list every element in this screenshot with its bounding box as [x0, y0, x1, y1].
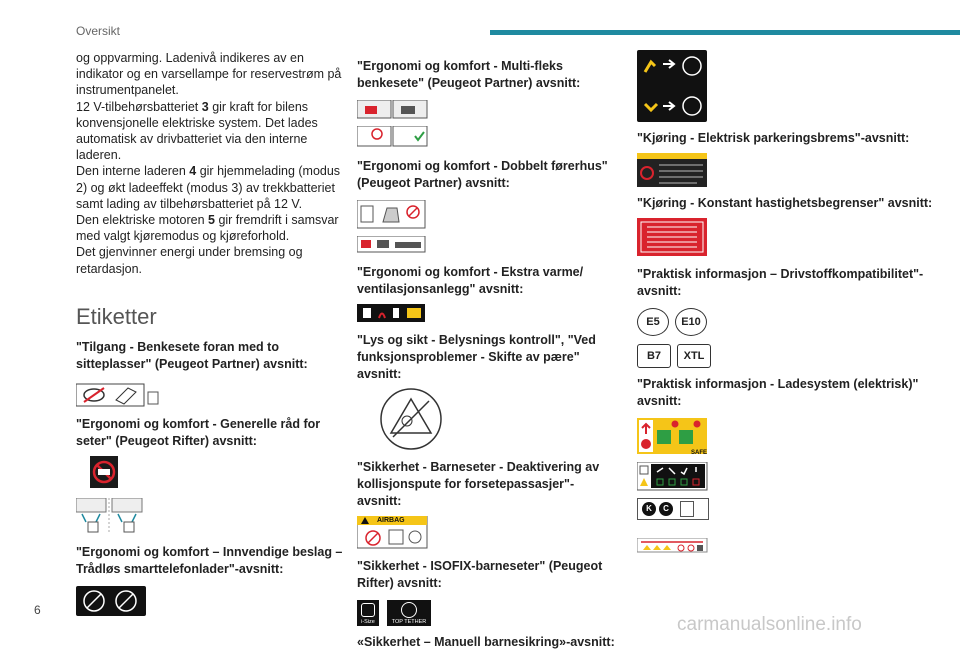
label-heading-hastighetsbegrenser: "Kjøring - Konstant hastighetsbegrenser" avsnitt:: [637, 196, 933, 210]
fuel-badges-row-2: [637, 344, 937, 368]
isize-text: i-Size: [361, 619, 375, 625]
isize-label-icon: [357, 600, 379, 626]
label-heading-ladesystem: "Praktisk informasjon - Ladesystem (elektrisk)" avsnitt:: [637, 377, 919, 408]
key-c-icon: C: [659, 502, 673, 516]
speed-limiter-warning-label-icon: [637, 218, 709, 258]
paragraph-4: Den elektriske motoren 5 gir fremdrift i samsvar med valgt kjøremodus og kjøreforhold.: [76, 213, 339, 244]
label-heading-manuell-barnesikring: «Sikkerhet – Manuell barnesikring»-avsnitt:: [357, 635, 615, 649]
airbag-warning-label: [357, 516, 429, 550]
label-heading-barneseter-kollisjonspute: "Sikkerhet - Barneseter - Deaktivering av kollisjonspute for forsetepassasjer"-avsnitt:: [357, 460, 600, 508]
fuel-b7-badge: B7: [637, 344, 671, 368]
top-tether-text: TOP TETHER: [391, 619, 427, 625]
wireless-charger-label-icon: [76, 586, 156, 618]
multi-flex-bench-label-icon: [357, 100, 429, 120]
top-tether-label-icon: [387, 600, 431, 626]
ref-number-4: 4: [189, 164, 197, 179]
bulb-hot-warning-icon: [379, 387, 445, 453]
seat-folding-label-icon: [76, 498, 156, 534]
label-heading-generelle-rad: "Ergonomi og komfort - Generelle råd for seter" (Peugeot Rifter) avsnitt:: [76, 416, 321, 448]
paragraph-1: og oppvarming. Ladenivå indikeres av en indikator og en varsellampe for reservestrøm på instrumentpanelet.: [76, 51, 342, 98]
paragraph-2: 12 V-tilbehørsbatteriet 3 gir kraft for bilens konvensjonelle elektriske system. Det lades automatisk av drivbatteriet via den interne laderen.: [76, 99, 318, 163]
label-heading-belysning: "Lys og sikt - Belysnings kontroll", "Ved funksjonsproblemer - Skifte av pære" avsnitt:: [357, 333, 596, 381]
label-heading-multi-fleks: "Ergonomi og komfort - Multi-fleks benkesete" (Peugeot Partner) avsnitt:: [357, 59, 581, 90]
label-heading-tradlos-lader: "Ergonomi og komfort – Innvendige beslag – Trådløs smarttelefonlader"-avsnitt:: [76, 544, 343, 576]
column-1: [76, 50, 346, 618]
ref-number-5: 5: [208, 213, 215, 228]
ref-number-3: 3: [201, 99, 209, 114]
fuel-xtl-badge: XTL: [677, 344, 711, 368]
header-title: Oversikt: [76, 24, 121, 38]
watermark: carmanualsonline.info: [677, 614, 862, 635]
header-bar: [490, 30, 960, 35]
auxiliary-heater-label-icon: [357, 304, 429, 324]
info-card-icon: [680, 501, 694, 517]
column-2: [357, 58, 617, 651]
isofix-labels: [357, 600, 617, 626]
fuel-badges-row-1: [637, 308, 937, 336]
paragraph-5: Det gjenvinner energi under bremsing og retardasjon.: [76, 245, 303, 276]
fuel-e5-badge: E5: [637, 308, 669, 336]
label-heading-drivstoffkompatibilitet: "Praktisk informasjon – Drivstoffkompatibilitet"-avsnitt:: [637, 267, 924, 298]
charging-pictogram-strip-icon: [637, 538, 709, 554]
column-3: [637, 50, 937, 554]
label-heading-benkesete-foran: "Tilgang - Benkesete foran med to sitteplasser" (Peugeot Partner) avsnitt:: [76, 339, 308, 371]
seat-warning-label-icon: [90, 456, 180, 490]
charging-safe-label: [637, 418, 709, 456]
multi-flex-seat-check-icon: [357, 126, 429, 148]
charging-status-label-icon: [637, 462, 709, 492]
airbag-text: AIRBAG: [377, 517, 405, 524]
label-heading-isofix: "Sikkerhet - ISOFIX-barneseter" (Peugeot Rifter) avsnitt:: [357, 559, 603, 590]
paragraph-3: Den interne laderen 4 gir hjemmelading (modus 2) og økt ladeeffekt (modus 3) av trekkbatteriet samt lading av tilbehørsbatteriet på 12 V.: [76, 164, 341, 211]
double-cab-loading-label-icon: [357, 236, 429, 254]
parking-brake-label-icon: [637, 50, 709, 124]
safe-text: SAFE: [691, 450, 708, 456]
label-heading-ekstra-varme: "Ergonomi og komfort - Ekstra varme/ ventilasjonsanlegg" avsnitt:: [357, 265, 584, 296]
key-card-label: [637, 498, 709, 520]
double-cab-seat-label-icon: [357, 200, 429, 230]
parking-brake-warning-label-icon: [637, 153, 709, 189]
front-bench-seat-label-icon: [76, 382, 166, 408]
label-heading-dobbelt-forerhus: "Ergonomi og komfort - Dobbelt førerhus" (Peugeot Partner) avsnitt:: [357, 159, 608, 190]
key-k-icon: K: [642, 502, 656, 516]
section-heading-etiketter: Etiketter: [76, 303, 157, 329]
label-heading-parkeringsbrems: "Kjøring - Elektrisk parkeringsbrems"-avsnitt:: [637, 131, 910, 145]
page-number: 6: [34, 603, 41, 617]
fuel-e10-badge: E10: [675, 308, 707, 336]
